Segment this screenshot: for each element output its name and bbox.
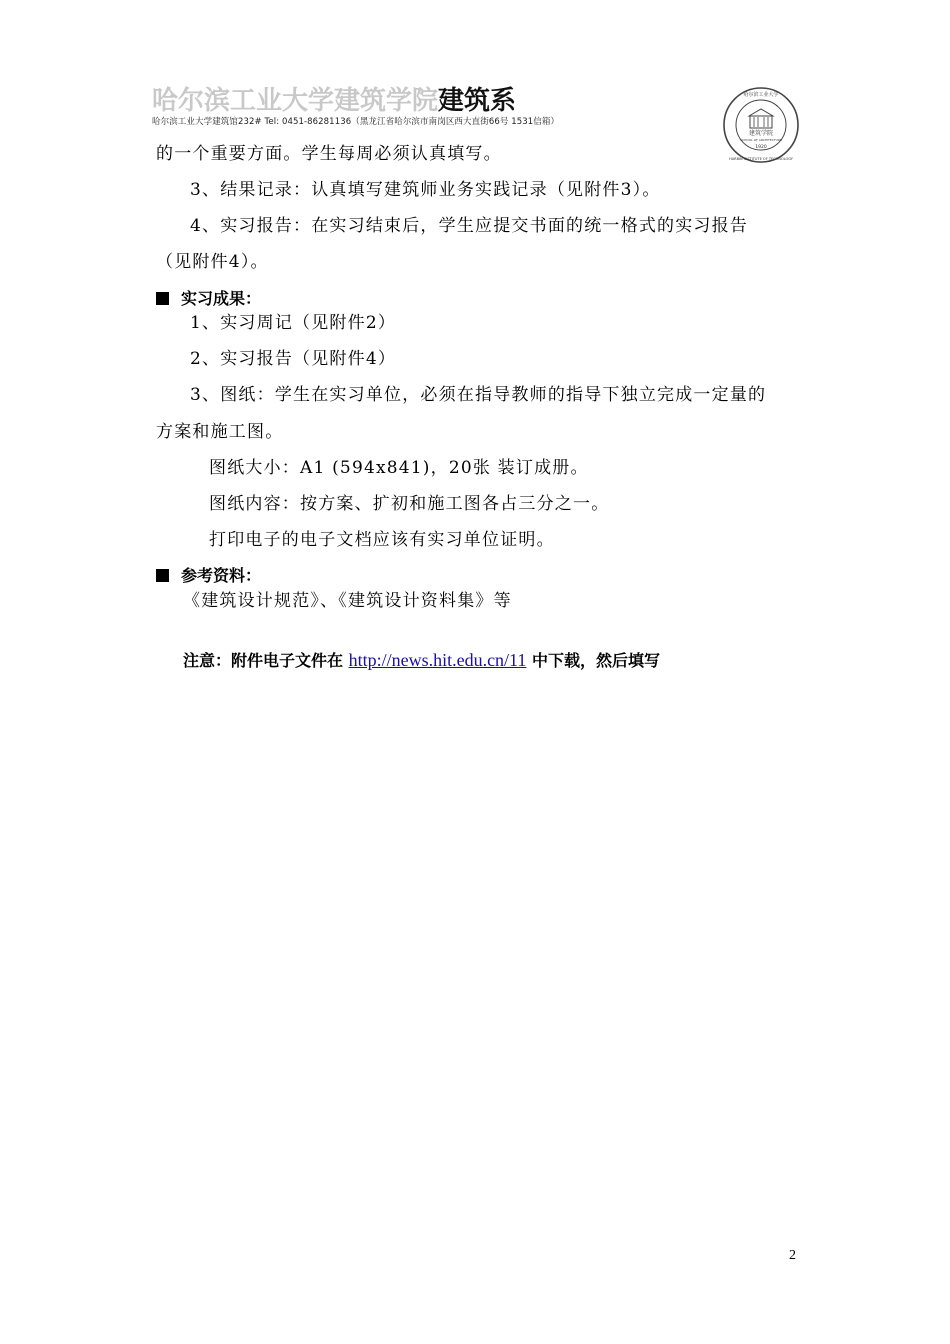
header-title (152, 86, 516, 116)
seal-year-text: 1920 (755, 145, 767, 150)
seal-ring-text: 哈尔滨工业大学 (743, 92, 779, 98)
reference-line: 《建筑设计规范》、《建筑设计资料集》等 (183, 591, 512, 611)
header-title-dept: 建筑系 (438, 86, 517, 116)
section-heading-references (156, 565, 261, 587)
note-prefix: 注意：附件电子文件在 (183, 651, 349, 670)
paragraph-line: 方案和施工图。 (156, 422, 284, 442)
paragraph-line: 打印电子的电子文档应该有实习单位证明。 (209, 530, 555, 550)
section-heading-results (156, 288, 261, 310)
seal-ring-en-text: HARBIN INSTITUTE OF TECHNOLOGY (729, 157, 793, 161)
paragraph-line: 4、实习报告：在实习结束后，学生应提交书面的统一格式的实习报告 (190, 216, 749, 236)
section-heading-text: 参考资料： (181, 566, 262, 585)
section-heading-text: 实习成果： (181, 289, 262, 308)
list-item: 2、实习报告（见附件4） (190, 349, 397, 369)
list-item: 1、实习周记（见附件2） (190, 313, 397, 333)
paragraph-line: 图纸内容：按方案、扩初和施工图各占三分之一。 (209, 494, 610, 514)
seal-center-text: 建筑学院 (748, 130, 774, 137)
header-title-school: 哈尔滨工业大学建筑学院 (152, 86, 439, 116)
bullet-square-icon (156, 292, 169, 305)
school-seal-logo (722, 86, 800, 164)
page-number: 2 (789, 1248, 796, 1263)
paragraph-line: 3、结果记录：认真填写建筑师业务实践记录（见附件3）。 (190, 180, 661, 200)
paragraph-line: 的一个重要方面。学生每周必须认真填写。 (156, 144, 502, 164)
bullet-square-icon (156, 569, 169, 582)
note-suffix: 中下载，然后填写 (526, 651, 660, 670)
download-link[interactable]: http://news.hit.edu.cn/11 (348, 650, 527, 670)
paragraph-line: （见附件4）。 (156, 252, 269, 272)
download-note (183, 648, 660, 673)
seal-center-en-text: SCHOOL OF ARCHITECTURE (740, 138, 782, 142)
header-address: 哈尔滨工业大学建筑馆232# Tel: 0451-86281136（黑龙江省哈尔滨市南岗区西大直街66号 1531信箱） (152, 117, 560, 127)
paragraph-line: 图纸大小：A1 (594x841)，20张 装订成册。 (209, 458, 589, 478)
list-item: 3、图纸：学生在实习单位，必须在指导教师的指导下独立完成一定量的 (190, 385, 767, 405)
